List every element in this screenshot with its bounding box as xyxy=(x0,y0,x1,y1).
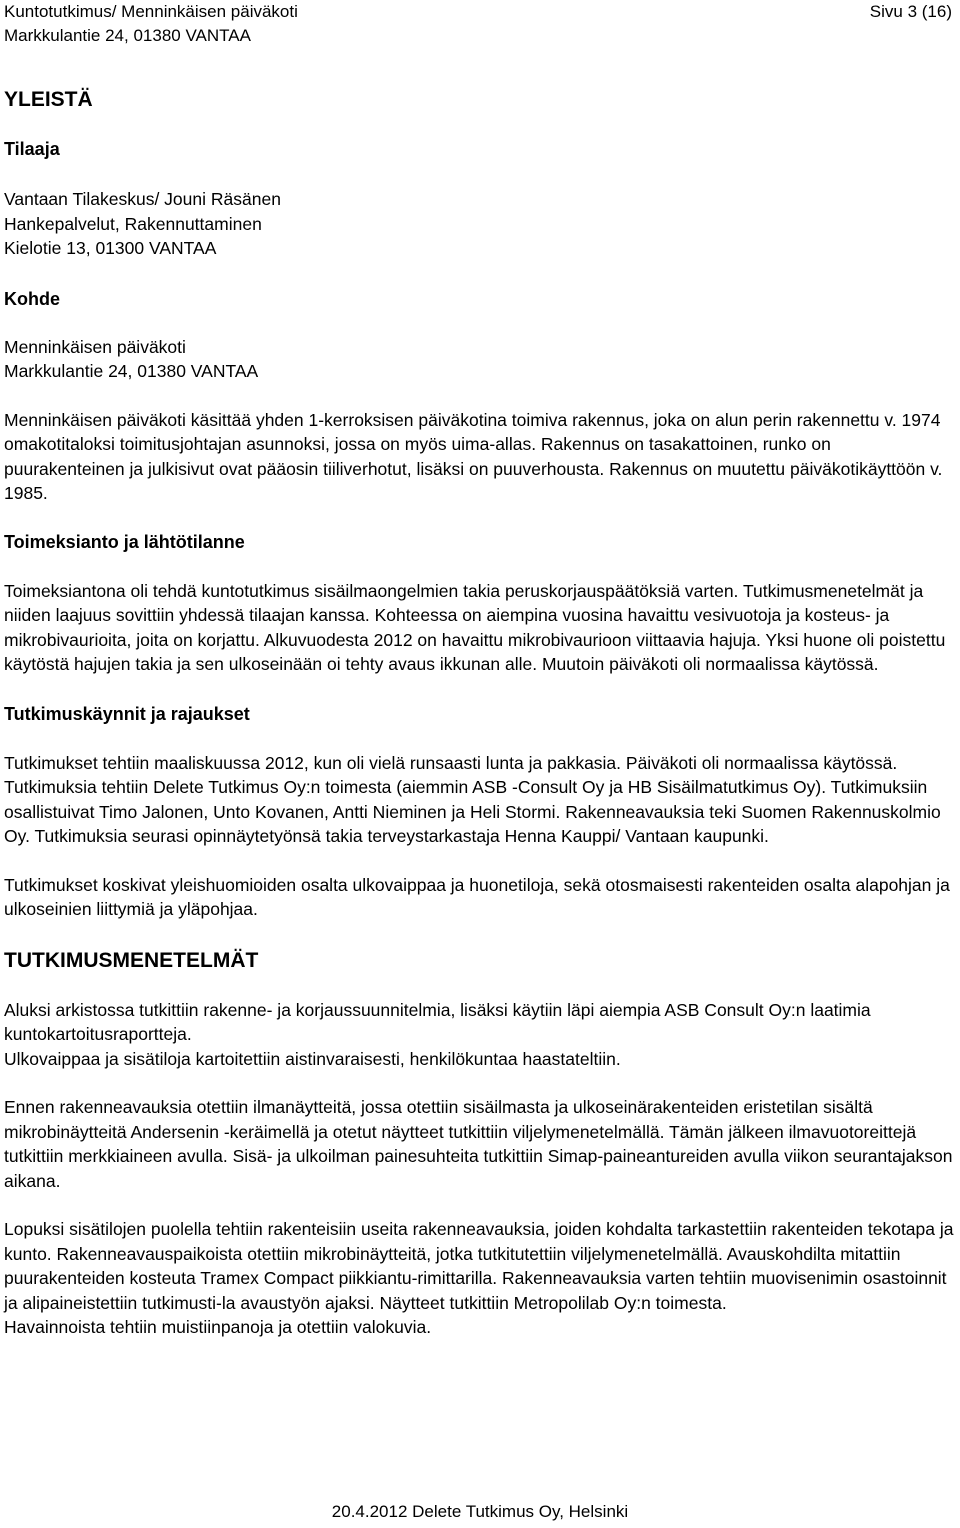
tilaaja-line: Hankepalvelut, Rakennuttaminen xyxy=(4,213,262,234)
kohde-description: Menninkäisen päiväkoti käsittää yhden 1-kerroksisen päiväkotina toimiva rakennus, joka on alun perin rakennettu v. 1974 omakotitaloksi toimitusjohtajan asunnoksi, jossa on myös uima-allas. Rakennus on tasakattoinen, runko on puurakenteinen ja julkisivut ovat pääosin tiiliverhotut, lisäksi on puuverhousta. Rakennus on muutettu päiväkotikäyttöön v. 1985. xyxy=(4,409,943,503)
section-heading-kohde: Kohde xyxy=(4,288,60,309)
menetelmat-paragraph-3b: Havainnoista tehtiin muistiinpanoja ja otettiin valokuvia. xyxy=(4,1317,432,1337)
header-address: Markkulantie 24, 01380 VANTAA xyxy=(4,26,251,45)
section-heading-menetelmat: TUTKIMUSMENETELMÄT xyxy=(4,948,259,972)
tutkimuskaynnit-paragraph-1: Tutkimukset tehtiin maaliskuussa 2012, kun oli vielä runsaasti lunta ja pakkasia. Päiväkoti oli normaalissa käytössä. Tutkimuksia tehtiin Delete Tutkimus Oy:n toimesta (aiemmin ASB -Consult Oy ja HB Sisäilmatutkimus Oy). Tutkimuksiin osallistuivat Timo Jalonen, Unto Kovanen, Antti Nieminen ja Heli Stormi. Rakenneavauksia teki Suomen Rakennuskolmio Oy. Tutkimuksia seurasi opinnäytetyönsä takia terveystarkastaja Henna Kauppi/ Vantaan kaupunki. xyxy=(4,752,941,846)
menetelmat-paragraph-2: Ennen rakenneavauksia otettiin ilmanäytteitä, jossa otettiin sisäilmasta ja ulkoseinärakenteiden eristetilan sisältä mikrobinäytteitä Andersenin -keräimellä ja otetut näytteet tutkittiin viljelymenetelmällä. Tämän jälkeen ilmavuotoreittejä tutkittiin merkkiaineen avulla. Sisä- ja ulkoilman painesuhteita tutkittiin Simap-paineantureiden avulla viikon seurantajakson aikana. xyxy=(4,1097,953,1191)
section-heading-tutkimuskaynnit: Tutkimuskäynnit ja rajaukset xyxy=(4,703,250,724)
tilaaja-line: Vantaan Tilakeskus/ Jouni Räsänen xyxy=(4,189,281,209)
kohde-line: Markkulantie 24, 01380 VANTAA xyxy=(4,361,259,381)
menetelmat-paragraph-1a: Aluksi arkistossa tutkittiin rakenne- ja korjaussuunnitelmia, lisäksi käytiin läpi aiempia ASB Consult Oy:n laatimia kuntokartoitusraportteja. xyxy=(4,999,871,1044)
page-header-left xyxy=(4,0,298,48)
section-heading-tilaaja: Tilaaja xyxy=(4,139,60,159)
tilaaja-line: Kielotie 13, 01300 VANTAA xyxy=(4,238,217,258)
toimeksianto-paragraph: Toimeksiantona oli tehdä kuntotutkimus sisäilmaongelmien takia peruskorjauspäätöksiä varten. Tutkimusmenetelmät ja niiden laajuus sovittiin yhdessä tilaajan kanssa. Kohteessa on aiempina vuosina havaittu vesivuotoja ja kosteus- ja mikrobivaurioita, joita on korjattu. Alkuvuodesta 2012 on havaittu mikrobivaurioon viittaavia hajuja. Yksi huone oli poistettu käytöstä hajujen takia ja sen ulkoseinään oi tehty avaus ikkunan alle. Muutoin päiväkoti oli normaalissa käytössä. xyxy=(4,580,946,674)
page-footer xyxy=(0,1500,960,1524)
menetelmat-paragraph-3a: Lopuksi sisätilojen puolella tehtiin rakenteisiin useita rakenneavauksia, joiden kohdalta tarkastettiin rakenteiden tekotapa ja kunto. Rakenneavauspaikoista otettiin mikrobinäytteitä, jotka tutkitutettiin viljelymenetelmällä. Avauskohdilta mitattiin puurakenteiden kosteuta Tramex Compact piikkiantu-rimittarilla. Rakenneavauksia varten tehtiin muovisenimin osastoinnit ja alipaineistettiin tutkimusti-la avaustyön ajaksi. Näytteet tutkittiin Metropolilab Oy:n toimesta. xyxy=(4,1219,954,1313)
header-title: Kuntotutkimus/ Menninkäisen päiväkoti xyxy=(4,2,298,21)
tutkimuskaynnit-paragraph-2: Tutkimukset koskivat yleishuomioiden osalta ulkovaippaa ja huonetiloja, sekä otosmaisesti rakenteiden osalta alapohjan ja ulkoseinien liittymiä ja yläpohjaa. xyxy=(4,874,950,919)
section-heading-yleista: YLEISTÄ xyxy=(4,88,93,111)
footer-text: 20.4.2012 Delete Tutkimus Oy, Helsinki xyxy=(331,1502,629,1521)
section-heading-toimeksianto: Toimeksianto ja lähtötilanne xyxy=(4,531,245,552)
document-body xyxy=(4,87,956,1340)
kohde-line: Menninkäisen päiväkoti xyxy=(4,336,186,357)
page-number: Sivu 3 (16) xyxy=(869,2,952,21)
menetelmat-paragraph-1b: Ulkovaippaa ja sisätiloja kartoitettiin aistinvaraisesti, henkilökuntaa haastateltiin. xyxy=(4,1048,621,1069)
